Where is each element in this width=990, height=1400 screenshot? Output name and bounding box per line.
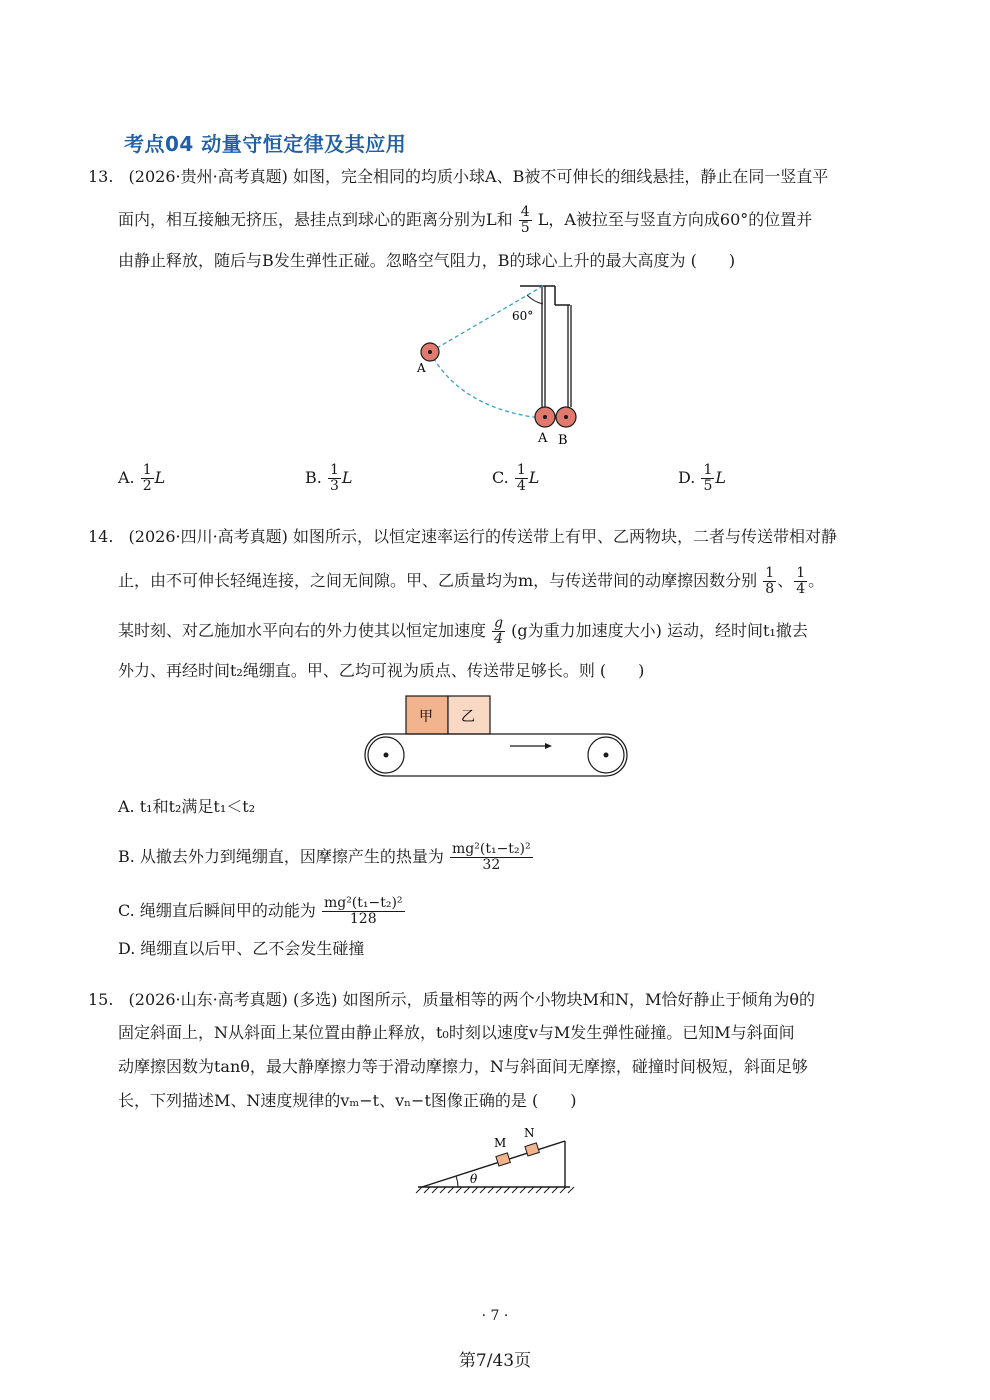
q14-line2 [118,566,824,597]
arrow-right-icon [545,743,552,749]
q14-option-d[interactable] [118,938,364,960]
ground-hatch [416,1187,574,1193]
q13-line3 [118,250,735,272]
q13-text1: (2026·贵州·高考真题) 如图，完全相同的均质小球A、B被不可伸长的细线悬挂，静止在同一竖直平 [128,167,829,186]
q15-text4: 长，下列描述M、N速度规律的vₘ−t、vₙ−t图像正确的是 ( ) [118,1091,577,1110]
option-b-fraction [450,842,533,873]
q14-text3b: (g为重力加速度大小) 运动，经时间t₁撤去 [511,621,808,640]
q13-fraction [519,205,532,236]
frac-den: 4 [796,581,806,597]
option-unit: L [528,468,540,487]
q13-line1 [88,166,828,188]
q14-frac2 [794,566,807,597]
q14-text2a: 止，由不可伸长轻绳连接，之间无间隙。甲、乙质量均为m，与传送带间的动摩擦因数分别 [118,571,758,590]
q13-line2 [118,205,812,236]
angle-arc [527,295,543,304]
q14-option-b[interactable] [118,842,534,873]
q14-line1 [88,526,837,548]
q13-pendulum-figure [400,280,600,450]
q15-text1: (2026·山东·高考真题) (多选) 如图所示，质量相等的两个小物块M和N，M恰好静止于倾角为θ的 [128,990,815,1009]
q13-text2a: 面内，相互接触无挤压，悬挂点到球心的距离分别为L和 [118,210,513,229]
q15-text3: 动摩擦因数为tanθ，最大静摩擦力等于滑动摩擦力，N与斜面间无摩擦，碰撞时间极短，斜面足够 [118,1057,808,1076]
q13-option-c[interactable] [492,463,539,494]
option-unit: L [154,468,166,487]
label-b-bottom: B [558,433,568,448]
q14-conveyor-figure [360,692,632,784]
option-num: 1 [142,462,152,478]
q14-text3a: 某时刻、对乙施加水平向右的外力使其以恒定加速度 [118,621,487,640]
q14-number: 14. [88,527,114,546]
page-label: 第7/43页 [458,1351,532,1371]
dashed-arc [430,352,540,418]
q14-line4 [118,660,644,682]
q14-text1: (2026·四川·高考真题) 如图所示，以恒定速率运行的传送带上有甲、乙两物块，二者与传送带相对静 [128,527,838,546]
q14-end: 。 [808,571,825,590]
label-n: N [524,1126,535,1140]
q13-number: 13. [88,167,114,186]
q15-incline-figure [410,1125,585,1195]
block-yi-label: 乙 [461,709,475,725]
q13-text2b: L，A被拉至与竖直方向成60°的位置并 [537,210,813,229]
frac-num: mg²(t₁−t₂)² [452,841,531,857]
q14-g-frac [492,616,505,647]
q15-line4 [118,1090,576,1112]
frac-num: 1 [796,565,806,581]
q15-number: 15. [88,990,114,1009]
ball-b-center [564,415,568,419]
q14-frac1 [763,566,776,597]
label-m: M [494,1136,507,1150]
option-letter: B. [305,468,322,487]
option-num: 1 [329,462,339,478]
q15-line2 [118,1022,795,1044]
frac-den: 4 [494,631,504,647]
frac-num: mg²(t₁−t₂)² [323,895,403,911]
option-den: 3 [329,478,339,494]
option-num: 1 [703,462,713,478]
frac-den: 32 [482,857,501,873]
block-n [525,1143,539,1156]
theta-arc [456,1176,458,1187]
angle-label: 60° [512,309,534,323]
page-marker: · 7 · [481,1308,509,1324]
q13-frac-den: 5 [520,220,530,236]
option-letter: A. [118,468,135,487]
q13-text3: 由静止释放，随后与B发生弹性正碰。忽略空气阻力，B的球心上升的最大高度为 ( ) [118,251,736,270]
q13-option-a[interactable] [118,463,165,494]
block-m [496,1153,510,1166]
option-text: D. 绳绷直以后甲、乙不会发生碰撞 [118,939,365,958]
section-title: 考点04 动量守恒定律及其应用 [124,132,407,156]
q13-frac-num: 4 [520,204,530,220]
ball-a-raised-center [428,350,432,354]
q14-text4: 外力、再经时间t₂绳绷直。甲、乙均可视为质点、传送带足够长。则 ( ) [118,661,645,680]
option-letter: C. [492,468,509,487]
ball-a-center [543,415,547,419]
label-a-raised: A [417,361,426,375]
option-c-fraction [322,896,405,927]
option-den: 2 [142,478,152,494]
frac-den: 128 [349,911,377,927]
label-a-bottom: A [538,431,548,446]
pulley-right-axle [604,753,609,758]
option-text: A. t₁和t₂满足t₁＜t₂ [118,797,256,816]
frac-den: 8 [765,581,775,597]
q13-option-b[interactable] [305,463,352,494]
q15-line3 [118,1056,808,1078]
q14-sep: 、 [777,571,794,590]
q14-line3 [118,616,808,647]
pulley-left-axle [384,753,389,758]
q13-option-d[interactable] [678,463,726,494]
theta-label: θ [470,1172,478,1186]
option-text: B. 从撤去外力到绳绷直，因摩擦产生的热量为 [118,847,444,866]
option-unit: L [715,468,726,487]
option-den: 4 [516,478,526,494]
frac-num: 1 [765,565,775,581]
option-unit: L [341,468,353,487]
block-jia-label: 甲 [419,709,433,725]
q14-option-a[interactable] [118,796,255,818]
q14-option-c[interactable] [118,896,406,927]
q15-line1 [88,989,815,1011]
q15-text2: 固定斜面上，N从斜面上某位置由静止释放，t₀时刻以速度v与M发生弹性碰撞。已知M与斜面间 [118,1023,795,1042]
frac-num: g [494,615,504,631]
option-den: 5 [703,478,713,494]
option-letter: D. [678,468,696,487]
option-num: 1 [516,462,526,478]
option-text: C. 绳绷直后瞬间甲的动能为 [118,901,316,920]
